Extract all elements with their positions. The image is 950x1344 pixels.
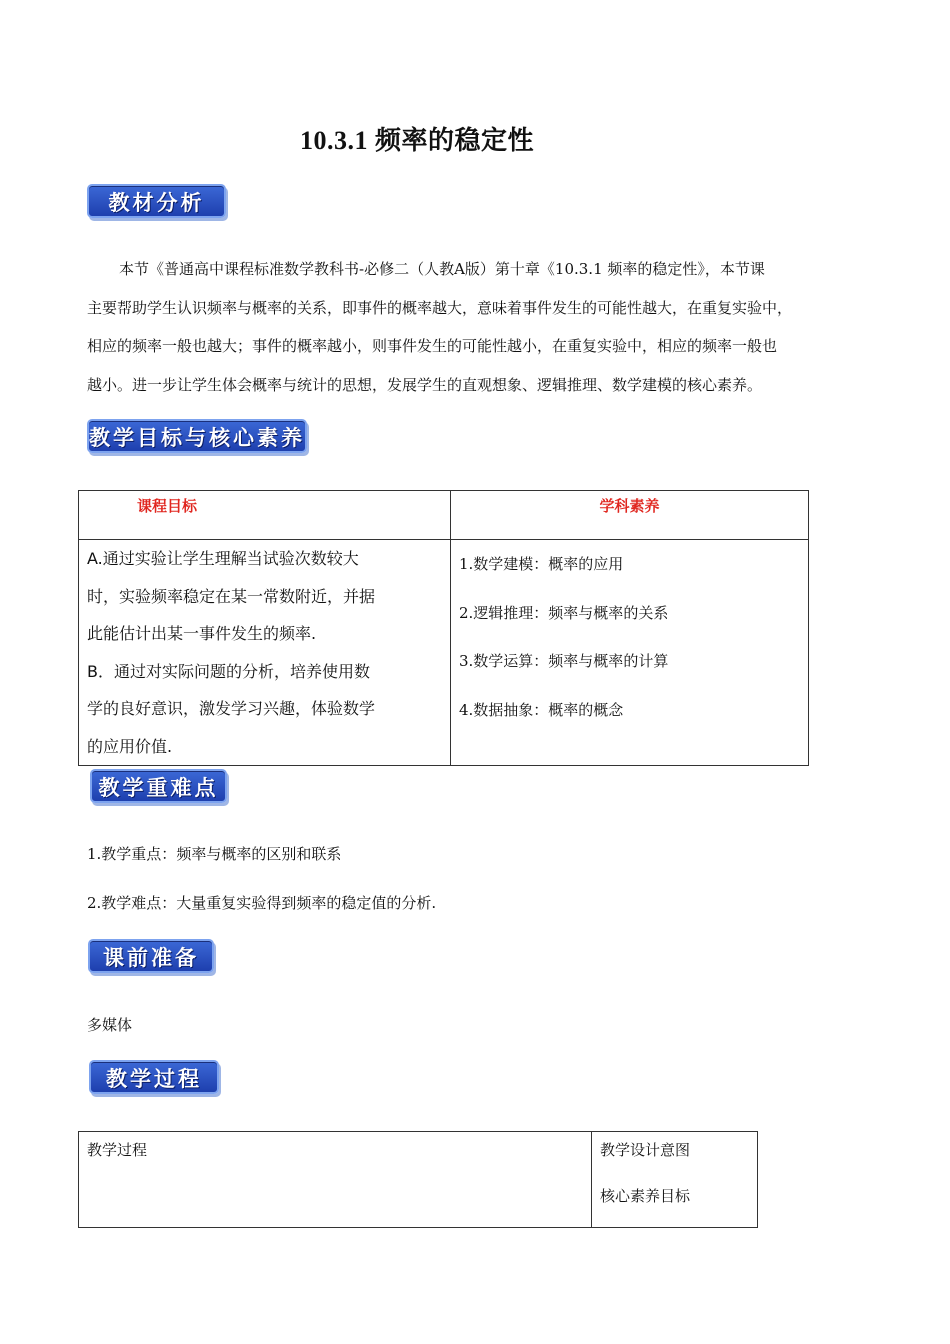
section-badge-keypoints: 教学重难点 [90,769,227,803]
literacy-cell [451,540,809,766]
goals-header-right: 学科素养 [451,491,809,540]
design-intent-label: 教学设计意图 [600,1141,691,1159]
teaching-focus-text: 频率与概率的区别和联系 [176,845,342,863]
prep-text: 多媒体 [87,1016,133,1034]
analysis-paragraph [87,250,867,404]
process-cell-right [592,1132,758,1228]
literacy-item: 1.数学建模：概率的应用 [459,555,624,573]
literacy-item: 4.数据抽象：概率的概念 [459,700,624,719]
process-label: 教学过程 [87,1141,148,1159]
goal-line: 学的良好意识，激发学习兴趣，体验数学 [87,699,376,718]
analysis-line: 本节《普通高中课程标准数学教科书-必修二（人教A版）第十章《10.3.1 频率的稳定性》，本节课 [119,260,765,278]
goal-line: 时，实验频率稳定在某一常数附近，并据 [87,586,376,606]
process-cell-left [79,1132,592,1228]
teaching-difficulty: 2.教学难点：大量重复实验得到频率的稳定值的分析. [87,894,437,912]
goals-header-left: 课程目标 [79,491,451,540]
literacy-item: 3.数学运算：频率与概率的计算 [459,652,669,670]
goals-table [78,490,809,766]
core-literacy-label: 核心素养目标 [600,1187,691,1205]
section-badge-goals: 教学目标与核心素养 [87,419,307,453]
page-title: 10.3.1 频率的稳定性 [299,126,534,155]
section-badge-analysis: 教材分析 [87,184,226,218]
section-badge-process: 教学过程 [89,1060,219,1094]
analysis-line: 越小。进一步让学生体会概率与统计的思想，发展学生的直观想象、逻辑推理、数学建模的核心素养。 [87,375,763,394]
process-table [78,1131,758,1228]
goal-line: 的应用价值. [87,736,173,756]
analysis-line: 主要帮助学生认识频率与概率的关系，即事件的概率越大，意味着事件发生的可能性越大，在重复实验中， [87,298,793,317]
literacy-item: 2.逻辑推理：频率与概率的关系 [459,603,669,622]
section-badge-prep: 课前准备 [88,939,214,973]
teaching-focus-label: 1.教学重点： [87,845,177,863]
analysis-line: 相应的频率一般也越大；事件的概率越小，则事件发生的可能性越小，在重复实验中，相应的频率一般也 [87,337,778,355]
teaching-focus [87,843,341,864]
goal-line: B．通过对实际问题的分析，培养使用数 [87,661,370,681]
course-goals-cell [79,540,451,766]
goal-line: A.通过实验让学生理解当试验次数较大 [87,549,359,568]
goal-line: 此能估计出某一事件发生的频率. [87,624,317,643]
